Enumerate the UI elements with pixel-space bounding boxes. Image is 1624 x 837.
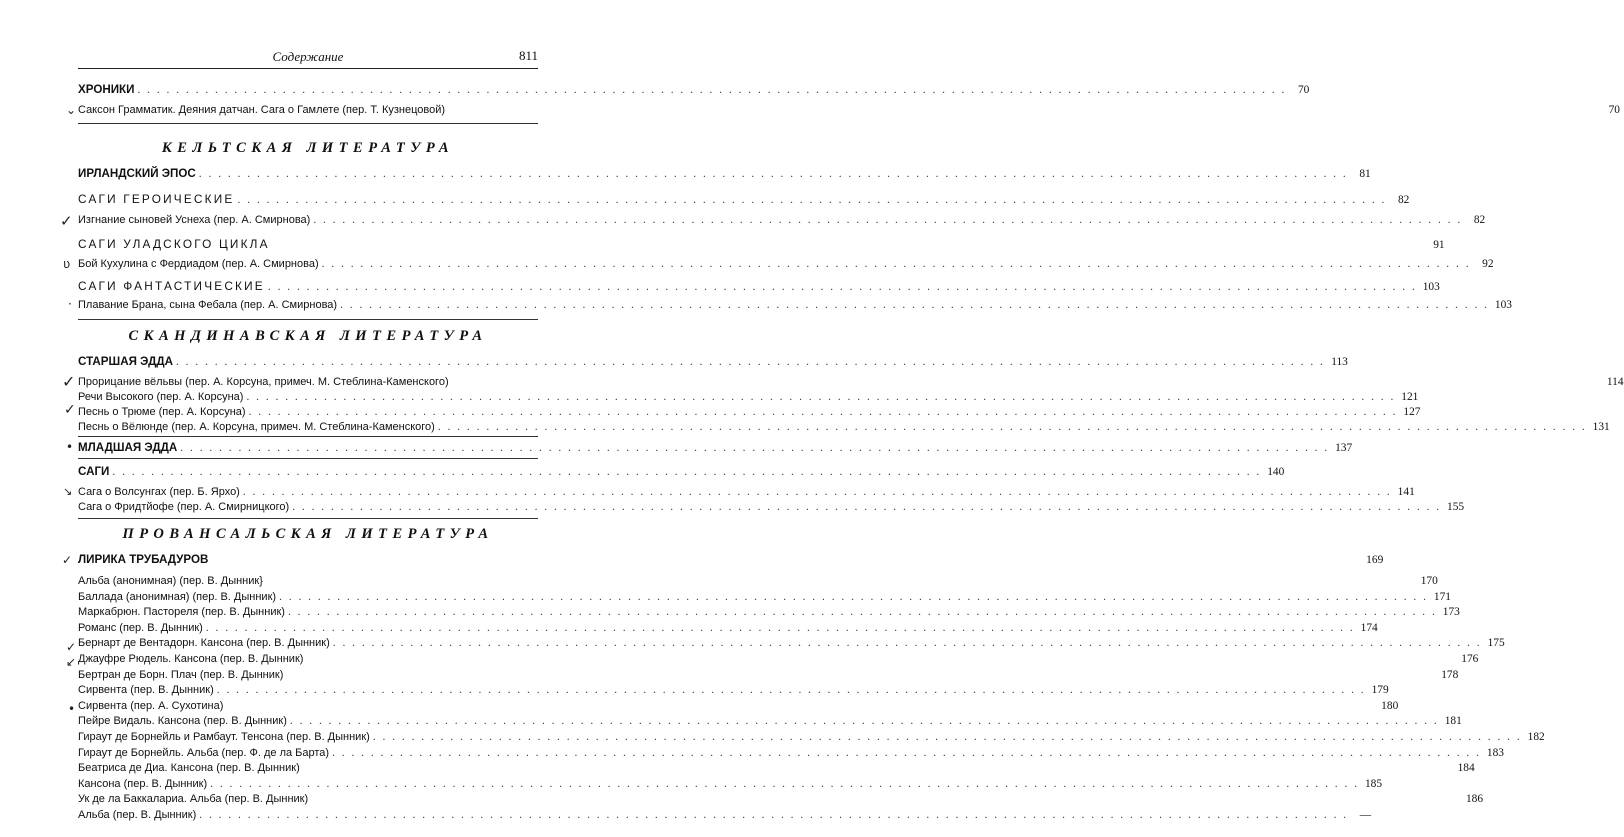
entry-page: 82: [1397, 194, 1410, 206]
toc-entry-r9[interactable]: [78, 698, 1399, 714]
check-mark-icon: ✓: [62, 372, 76, 391]
check-mark-icon: ⌄: [66, 103, 77, 117]
entry-title: Пейре Видаль. Кансона (пер. В. Дынник): [78, 715, 287, 728]
entry-title: Сага о Фридтйофе (пер. А. Смирницкого): [78, 501, 290, 513]
dot-leader: [337, 297, 1492, 313]
dot-leader: [196, 166, 1351, 182]
entry-title: ЛИРИКА ТРУБАДУРОВ: [78, 553, 209, 566]
entry-page: 170: [1420, 575, 1438, 587]
entry-page: 182: [1527, 731, 1545, 743]
entry-title: МЛАДШАЯ ЭДДА: [78, 441, 178, 454]
dot-leader: [173, 354, 1328, 370]
entry-title: Бертран де Борн. Плач (пер. В. Дынник): [78, 668, 284, 681]
entry-page: 184: [1457, 762, 1475, 775]
toc-entry-r16[interactable]: [78, 807, 1372, 823]
entry-title: Бернарт де Вентадорн. Кансона (пер. В. Дынник): [78, 637, 330, 650]
entry-title: СТАРШАЯ ЭДДА: [78, 355, 173, 368]
entry-title: Плавание Брана, сына Фебала (пер. А. Смирнова): [78, 299, 338, 311]
entry-title: Бой Кухулина с Фердиадом (пер. А. Смирнова): [78, 258, 319, 270]
entry-page: 103: [1422, 281, 1440, 293]
entry-title: Речи Высокого (пер. А. Корсуна): [78, 391, 244, 403]
entry-page: 183: [1486, 746, 1504, 759]
toc-entry-rechi[interactable]: [78, 389, 1419, 405]
entry-page: 82: [1473, 214, 1486, 226]
entry-page: 169: [1366, 554, 1384, 566]
entry-title: Саксон Грамматик. Деяния датчан. Сага о Гамлете (пер. Т. Кузнецовой): [78, 104, 446, 116]
section-heading-celtic: КЕЛЬТСКАЯ ЛИТЕРАТУРА: [161, 140, 455, 156]
entry-title: Гираут де Борнейль и Рамбаут. Тенсона (пер. В. Дынник): [78, 731, 370, 743]
entry-page: 181: [1444, 715, 1462, 728]
toc-entry-r13[interactable]: [78, 760, 1475, 776]
toc-entry-r6[interactable]: [78, 651, 1479, 667]
dot-leader: [265, 279, 1420, 295]
dot-leader: [207, 776, 1362, 792]
entry-title: САГИ ФАНТАСТИЧЕСКИЕ: [78, 279, 265, 293]
entry-page: 171: [1433, 590, 1451, 603]
entry-title: Джауфре Рюдель. Кансона (пер. В. Дынник): [78, 653, 304, 665]
entry-title: Сирвента (пер. В. Дынник): [78, 684, 214, 697]
entry-title: Баллада (анонимная) (пер. В. Дынник): [78, 590, 277, 603]
entry-title: Беатриса де Диа. Кансона (пер. В. Дынник): [78, 762, 300, 775]
toc-entry-elder-edda[interactable]: [78, 354, 1348, 370]
entry-page: 176: [1461, 653, 1479, 665]
toc-entry-r11[interactable]: [78, 729, 1545, 745]
toc-entry-r3[interactable]: [78, 604, 1460, 620]
running-title: Содержание: [272, 49, 344, 64]
dot-leader: [276, 589, 1431, 605]
entry-page: 70: [1297, 84, 1310, 96]
toc-entry-volsung[interactable]: [78, 484, 1415, 500]
toc-entry-izgnanie[interactable]: [78, 212, 1486, 228]
header-rule: [78, 68, 538, 69]
toc-entry-plavanie[interactable]: [78, 297, 1512, 313]
entry-title: Альба (пер. В. Дынник): [78, 809, 197, 821]
page-header: [78, 46, 538, 68]
entry-page: 127: [1403, 406, 1421, 418]
entry-page: 91: [1433, 239, 1445, 251]
toc-entry-troubadours[interactable]: [78, 552, 1384, 568]
section-heading-scandinavian: СКАНДИНАВСКАЯ ЛИТЕРАТУРА: [128, 328, 488, 344]
entry-page: 175: [1487, 637, 1505, 650]
entry-title: Альба (анонимная) (пер. В. Дынник}: [78, 575, 263, 587]
entry-page: 114: [1606, 376, 1624, 388]
check-mark-icon: ✓: [66, 640, 77, 654]
toc-entry-r1[interactable]: [78, 573, 1438, 589]
entry-title: САГИ: [78, 465, 110, 478]
dot-mark-icon: •: [68, 702, 76, 716]
arrow-mark-icon: ↘: [63, 485, 73, 498]
section-divider: [78, 319, 538, 320]
dot-leader: [435, 419, 1590, 435]
toc-entry-younger-edda[interactable]: [78, 440, 1353, 456]
entry-page: 140: [1267, 466, 1285, 478]
dot-leader: [287, 713, 1442, 729]
check-mark-icon: ʋ: [63, 257, 71, 271]
toc-entry-saxo[interactable]: [78, 102, 1620, 118]
entry-title: САГИ ГЕРОИЧЕСКИЕ: [78, 192, 235, 206]
section-divider: [78, 123, 538, 124]
toc-entry-velunde[interactable]: [78, 419, 1610, 435]
dot-leader: [370, 729, 1525, 745]
entry-page: 178: [1441, 668, 1459, 681]
entry-page: 113: [1331, 356, 1348, 368]
toc-entry-khroniki[interactable]: [78, 82, 1310, 98]
entry-page: —: [1359, 809, 1372, 821]
toc-entry-r12[interactable]: [78, 745, 1504, 761]
entry-page: 121: [1401, 391, 1419, 403]
entry-title: Прорицание вёльвы (пер. А. Корсуна, примеч. М. Стеблина-Каменского): [78, 376, 449, 388]
dot-leader: [310, 212, 1465, 228]
entry-title: Ук де ла Баккалариа. Альба (пер. В. Дынник): [78, 793, 309, 806]
toc-entry-r14[interactable]: [78, 776, 1383, 792]
entry-title: Песнь о Трюме (пер. А. Корсуна): [78, 406, 246, 418]
entry-title: Изгнание сыновей Уснеха (пер. А. Смирнова): [78, 214, 311, 226]
section-divider: [78, 436, 538, 437]
section-divider: [78, 518, 538, 519]
entry-title: Сирвента (пер. А. Сухотина): [78, 699, 224, 712]
entry-title: Сага о Волсунгах (пер. Б. Ярхо): [78, 486, 240, 498]
dot-leader: [196, 807, 1351, 823]
page-number: 811: [518, 48, 538, 63]
toc-entry-heroic-sagas[interactable]: [78, 191, 1410, 207]
dot-mark-icon: ·: [68, 297, 72, 311]
dot-leader: [330, 635, 1485, 651]
entry-page: 141: [1397, 486, 1415, 498]
entry-page: 155: [1447, 501, 1465, 513]
dot-leader: [243, 389, 1398, 405]
toc-entry-fantastic-sagas[interactable]: [78, 278, 1440, 294]
dot-leader: [109, 464, 1264, 480]
entry-page: 185: [1364, 777, 1383, 790]
section-heading-provencal: ПРОВАНСАЛЬСКАЯ ЛИТЕРАТУРА: [122, 526, 494, 542]
entry-title: Кансона (пер. В. Дынник): [78, 777, 208, 790]
entry-title: Романс (пер. В. Дынник): [78, 621, 203, 634]
entry-page: 174: [1360, 621, 1378, 634]
toc-entry-r8[interactable]: [78, 682, 1389, 698]
dot-leader: [329, 745, 1484, 761]
entry-page: 173: [1442, 606, 1460, 619]
dot-leader: [246, 404, 1401, 420]
dot-leader: [134, 82, 1289, 98]
dot-leader: [214, 682, 1369, 698]
dot-leader: [234, 192, 1389, 208]
entry-title: ХРОНИКИ: [78, 83, 135, 96]
toc-entry-irish-epic[interactable]: [78, 166, 1371, 182]
toc-entry-ulster-sagas[interactable]: [78, 236, 1445, 252]
entry-title: ИРЛАНДСКИЙ ЭПОС: [78, 167, 196, 180]
toc-entry-r5[interactable]: [78, 635, 1505, 651]
entry-page: 137: [1335, 442, 1353, 454]
check-mark-icon: ✓: [62, 553, 73, 567]
toc-entry-sagas[interactable]: [78, 464, 1285, 480]
entry-page: 70: [1608, 104, 1620, 116]
entry-page: 186: [1465, 793, 1484, 806]
toc-entry-r7[interactable]: [78, 667, 1459, 683]
toc-entry-fridtjof[interactable]: [78, 499, 1465, 515]
check-mark-icon: ✓: [60, 212, 73, 230]
dot-leader: [319, 256, 1474, 272]
toc-entry-trume[interactable]: [78, 404, 1421, 420]
toc-entry-r4[interactable]: [78, 620, 1378, 636]
entry-page: 180: [1381, 699, 1399, 712]
dot-leader: [289, 499, 1444, 515]
arrow-mark-icon: ↙: [66, 655, 77, 669]
dot-leader: [203, 620, 1358, 636]
toc-entry-prorits[interactable]: [78, 374, 1624, 390]
entry-title: Песнь о Вёлюнде (пер. А. Корсуна, примеч. М. Стеблина-Каменского): [78, 421, 435, 433]
dot-leader: [240, 484, 1395, 500]
dot-mark-icon: •: [66, 440, 74, 454]
toc-entry-boj[interactable]: [78, 256, 1494, 272]
entry-title: САГИ УЛАДСКОГО ЦИКЛА: [78, 237, 270, 251]
check-mark-icon: ✓: [64, 402, 76, 418]
entry-page: 179: [1371, 684, 1389, 697]
entry-page: 131: [1592, 421, 1610, 433]
toc-entry-r2[interactable]: [78, 589, 1451, 605]
entry-title: Гираут де Борнейль. Альба (пер. Ф. де ла Барта): [78, 746, 330, 759]
entry-page: 92: [1482, 258, 1494, 270]
entry-title: Маркабрюн. Пастореля (пер. В. Дынник): [78, 606, 285, 619]
dot-leader: [177, 440, 1332, 456]
dot-leader: [285, 604, 1440, 620]
toc-entry-r10[interactable]: [78, 713, 1462, 729]
section-divider: [78, 458, 538, 459]
entry-page: 103: [1494, 299, 1512, 311]
entry-page: 81: [1359, 168, 1371, 180]
toc-entry-r15[interactable]: [78, 791, 1484, 807]
